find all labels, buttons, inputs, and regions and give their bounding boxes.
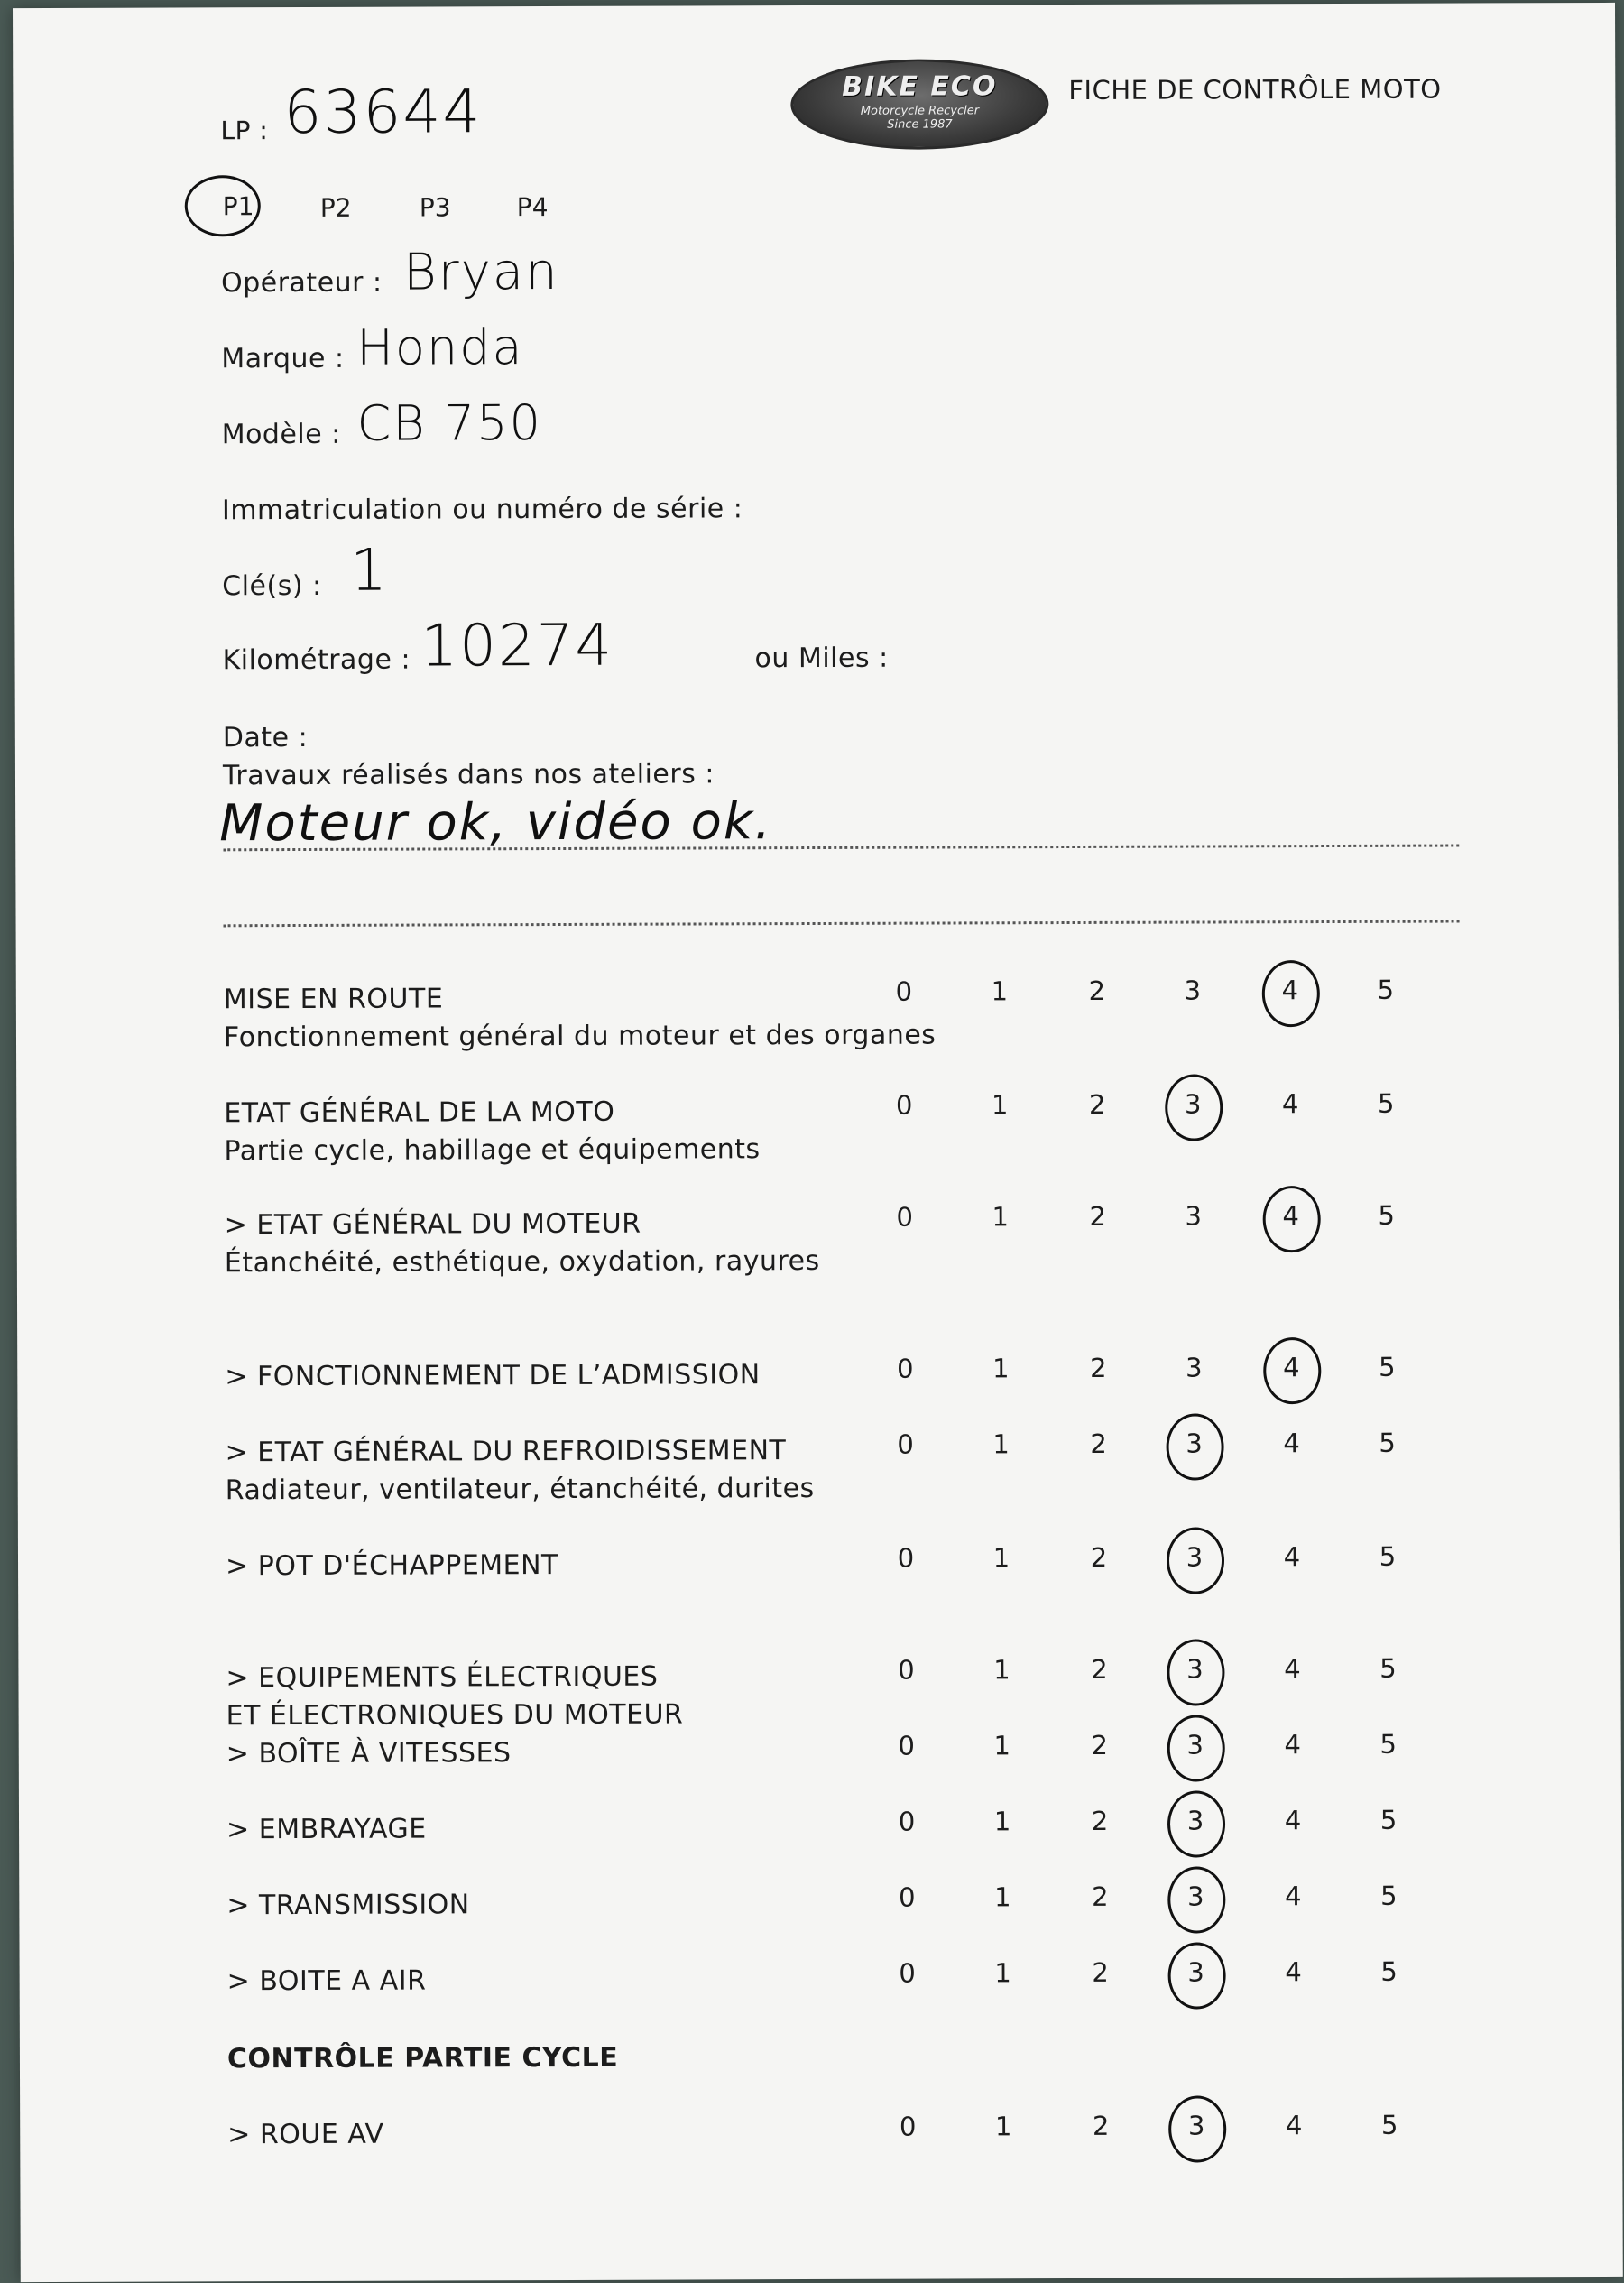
- position-p1[interactable]: P1: [222, 191, 254, 222]
- score-option-3[interactable]: 3: [1187, 1881, 1204, 1912]
- score-option-1[interactable]: 1: [992, 1542, 1010, 1574]
- brand-label: Marque :: [221, 342, 345, 375]
- check-row-title: > ETAT GÉNÉRAL DU MOTEUR: [224, 1207, 641, 1242]
- check-row-subtitle: Fonctionnement général du moteur et des organes: [223, 1019, 937, 1054]
- score-option-5[interactable]: 5: [1380, 2109, 1398, 2140]
- score-option-3[interactable]: 3: [1186, 1653, 1204, 1685]
- model-value[interactable]: CB 750: [356, 394, 543, 452]
- check-row-title: > POT D'ÉCHAPPEMENT: [225, 1548, 558, 1583]
- lp-label: LP :: [220, 116, 269, 146]
- selected-score-circle: [1167, 1639, 1224, 1705]
- selected-score-circle: [1262, 960, 1320, 1027]
- score-option-5[interactable]: 5: [1379, 1540, 1397, 1572]
- score-option-1[interactable]: 1: [991, 1089, 1009, 1121]
- check-row-subtitle: ET ÉLECTRONIQUES DU MOTEUR: [226, 1698, 684, 1733]
- check-row-title: > EQUIPEMENTS ÉLECTRIQUES: [226, 1660, 659, 1695]
- score-option-1[interactable]: 1: [994, 1881, 1011, 1913]
- score-option-1[interactable]: 1: [992, 1353, 1010, 1384]
- miles-label: ou Miles :: [754, 642, 889, 675]
- mileage-value[interactable]: 10274: [420, 612, 614, 680]
- selected-score-circle: [1167, 1942, 1225, 2009]
- selected-score-circle: [1167, 1866, 1225, 1933]
- score-option-2[interactable]: 2: [1088, 975, 1106, 1006]
- check-row-title: > EMBRAYAGE: [226, 1813, 427, 1846]
- date-label: Date :: [222, 721, 309, 754]
- position-p4[interactable]: P4: [516, 192, 549, 223]
- check-row-title: > TRANSMISSION: [226, 1889, 470, 1922]
- score-option-5[interactable]: 5: [1380, 1880, 1398, 1911]
- score-option-4[interactable]: 4: [1284, 1805, 1302, 1836]
- check-row-title: MISE EN ROUTE: [223, 983, 444, 1016]
- score-option-4[interactable]: 4: [1285, 1881, 1302, 1912]
- check-row-subtitle: Radiateur, ventilateur, étanchéité, durites: [225, 1473, 815, 1507]
- model-label: Modèle :: [221, 418, 341, 451]
- score-option-4[interactable]: 4: [1283, 1428, 1300, 1459]
- check-row-title: > BOITE A AIR: [226, 1964, 427, 1998]
- registration-label: Immatriculation ou numéro de série :: [221, 493, 743, 527]
- score-option-0[interactable]: 0: [895, 1089, 913, 1121]
- score-option-2[interactable]: 2: [1091, 1805, 1109, 1836]
- brand-value[interactable]: Honda: [356, 319, 524, 376]
- works-value[interactable]: Moteur ok, vidéo ok.: [219, 792, 773, 854]
- logo-brand: BIKE ECO: [842, 70, 998, 103]
- bike-eco-logo: [790, 59, 1048, 150]
- score-option-0[interactable]: 0: [898, 1730, 916, 1761]
- works-line-2: [224, 920, 1460, 928]
- works-label: Travaux réalisés dans nos ateliers :: [222, 758, 715, 792]
- score-option-0[interactable]: 0: [898, 1806, 916, 1837]
- check-row-title: ETAT GÉNÉRAL DE LA MOTO: [224, 1095, 615, 1130]
- score-option-4[interactable]: 4: [1284, 1653, 1301, 1685]
- section-title-cycle: CONTRÔLE PARTIE CYCLE: [226, 2041, 619, 2075]
- score-option-0[interactable]: 0: [898, 1654, 915, 1686]
- mileage-label: Kilométrage :: [222, 643, 411, 677]
- score-option-5[interactable]: 5: [1380, 1955, 1398, 1987]
- score-option-4[interactable]: 4: [1281, 975, 1299, 1006]
- sheet-title: FICHE DE CONTRÔLE MOTO: [1068, 73, 1442, 106]
- score-option-2[interactable]: 2: [1088, 1088, 1106, 1120]
- lp-value: 63644: [283, 77, 483, 148]
- score-option-2[interactable]: 2: [1092, 2110, 1110, 2141]
- operator-value[interactable]: Bryan: [402, 242, 559, 302]
- score-option-2[interactable]: 2: [1091, 1653, 1108, 1685]
- score-option-3[interactable]: 3: [1184, 975, 1202, 1006]
- logo-tagline: Motorcycle Recycler: [860, 104, 980, 118]
- position-p3[interactable]: P3: [419, 192, 451, 223]
- selected-score-circle: [1263, 1337, 1321, 1404]
- logo-since: Since 1987: [887, 117, 953, 132]
- score-option-0[interactable]: 0: [899, 1957, 916, 1989]
- score-option-0[interactable]: 0: [899, 2111, 917, 2142]
- score-option-5[interactable]: 5: [1377, 974, 1395, 1005]
- score-option-0[interactable]: 0: [896, 1201, 913, 1233]
- score-option-3[interactable]: 3: [1185, 1352, 1203, 1383]
- selected-score-circle: [1167, 1790, 1225, 1857]
- score-option-2[interactable]: 2: [1089, 1352, 1107, 1383]
- score-option-3[interactable]: 3: [1184, 1088, 1202, 1120]
- score-option-3[interactable]: 3: [1187, 1956, 1204, 1988]
- score-option-1[interactable]: 1: [993, 1806, 1011, 1837]
- check-row-subtitle: Étanchéité, esthétique, oxydation, rayures: [224, 1244, 820, 1280]
- score-option-4[interactable]: 4: [1282, 1352, 1300, 1383]
- selected-score-circle: [1165, 1074, 1223, 1141]
- check-row-title: > FONCTIONNEMENT DE L’ADMISSION: [225, 1359, 761, 1393]
- score-option-2[interactable]: 2: [1090, 1541, 1108, 1573]
- score-option-2[interactable]: 2: [1092, 1881, 1109, 1912]
- inspection-sheet: [13, 3, 1623, 2282]
- score-option-0[interactable]: 0: [897, 1428, 914, 1460]
- score-option-4[interactable]: 4: [1282, 1200, 1299, 1232]
- score-option-1[interactable]: 1: [994, 2111, 1012, 2142]
- selected-score-circle: [1167, 1715, 1225, 1781]
- score-option-4[interactable]: 4: [1284, 1729, 1302, 1761]
- selected-score-circle: [1167, 1527, 1224, 1594]
- score-option-2[interactable]: 2: [1090, 1428, 1107, 1459]
- score-option-1[interactable]: 1: [992, 1201, 1009, 1233]
- position-p2[interactable]: P2: [319, 192, 352, 223]
- score-option-0[interactable]: 0: [897, 1542, 915, 1574]
- score-option-3[interactable]: 3: [1185, 1200, 1202, 1232]
- score-option-4[interactable]: 4: [1281, 1088, 1299, 1120]
- check-row-subtitle: Partie cycle, habillage et équipements: [224, 1133, 761, 1168]
- check-row-title: > BOÎTE À VITESSES: [226, 1737, 512, 1770]
- score-option-5[interactable]: 5: [1378, 1199, 1395, 1231]
- score-option-1[interactable]: 1: [993, 1654, 1010, 1686]
- score-option-4[interactable]: 4: [1285, 2110, 1303, 2141]
- score-option-3[interactable]: 3: [1186, 1805, 1204, 1836]
- score-option-5[interactable]: 5: [1379, 1804, 1398, 1835]
- score-option-2[interactable]: 2: [1089, 1200, 1106, 1232]
- score-option-2[interactable]: 2: [1092, 1956, 1109, 1988]
- score-option-0[interactable]: 0: [895, 975, 913, 1007]
- score-option-3[interactable]: 3: [1186, 1428, 1203, 1459]
- score-option-3[interactable]: 3: [1186, 1541, 1204, 1573]
- selected-score-circle: [1166, 1413, 1223, 1480]
- score-option-5[interactable]: 5: [1379, 1728, 1398, 1760]
- score-option-3[interactable]: 3: [1187, 2110, 1205, 2141]
- score-option-1[interactable]: 1: [992, 1428, 1010, 1460]
- check-row-title: > ETAT GÉNÉRAL DU REFROIDISSEMENT: [225, 1435, 787, 1469]
- selected-score-circle: [1263, 1186, 1321, 1252]
- score-option-5[interactable]: 5: [1378, 1351, 1396, 1382]
- score-option-5[interactable]: 5: [1377, 1087, 1395, 1119]
- score-option-3[interactable]: 3: [1186, 1729, 1204, 1761]
- score-option-5[interactable]: 5: [1379, 1652, 1397, 1684]
- keys-label: Clé(s) :: [222, 569, 322, 603]
- operator-label: Opérateur :: [221, 266, 383, 300]
- score-option-1[interactable]: 1: [994, 1957, 1011, 1989]
- score-option-4[interactable]: 4: [1283, 1541, 1301, 1573]
- score-option-4[interactable]: 4: [1285, 1956, 1302, 1988]
- keys-value[interactable]: 1: [350, 537, 390, 605]
- cycle-check-row-title: > ROUE AV: [227, 2118, 384, 2151]
- score-option-0[interactable]: 0: [896, 1353, 914, 1384]
- selected-score-circle: [1168, 2095, 1226, 2162]
- score-option-2[interactable]: 2: [1091, 1729, 1109, 1761]
- score-option-1[interactable]: 1: [991, 975, 1009, 1007]
- score-option-5[interactable]: 5: [1379, 1427, 1396, 1458]
- score-option-1[interactable]: 1: [993, 1730, 1011, 1761]
- score-option-0[interactable]: 0: [899, 1881, 916, 1913]
